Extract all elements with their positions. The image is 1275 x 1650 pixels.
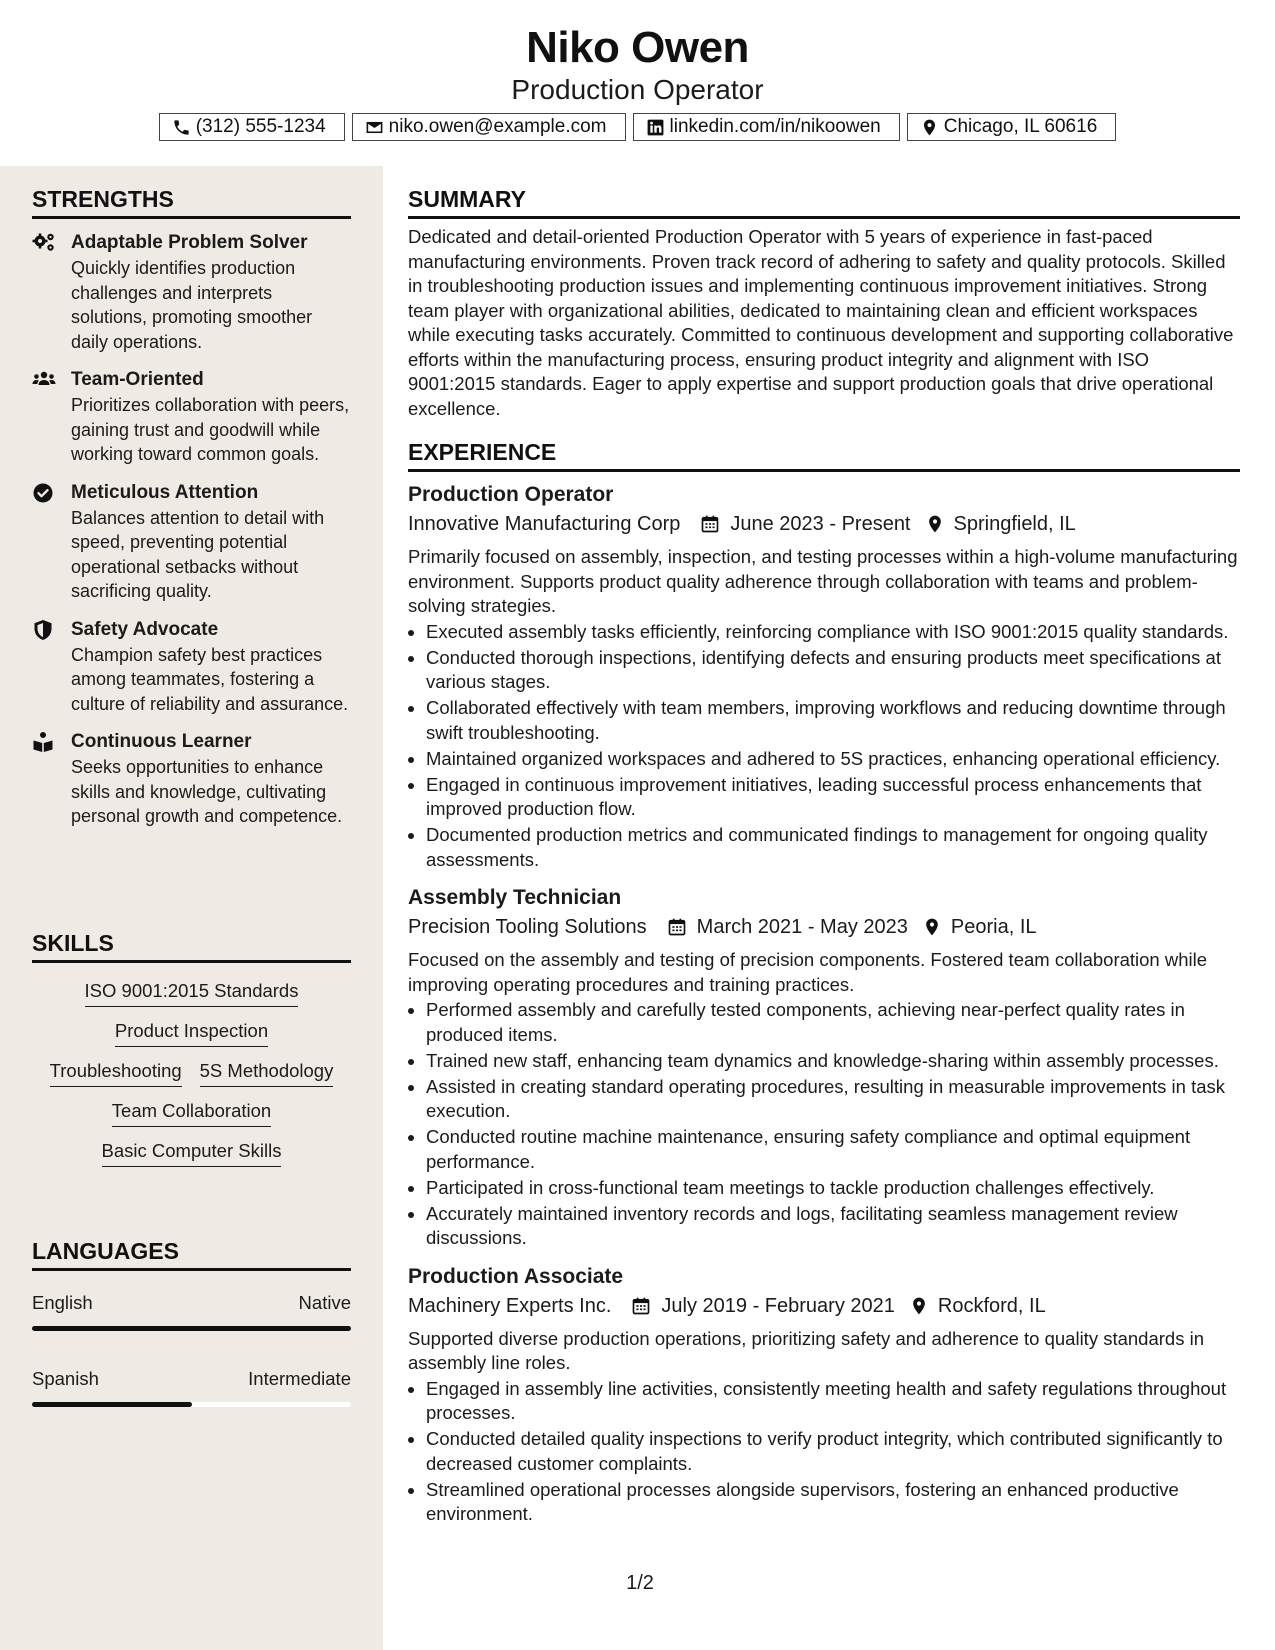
calendar-icon [700,514,720,534]
list-item: • Accurately maintained inventory records and logs, facilitating seamless management review discussions. [426,1202,1240,1251]
map-pin-icon [922,917,942,937]
strength-item [32,230,351,354]
strengths-heading: STRENGTHS [32,184,351,219]
calendar-icon [631,1296,651,1316]
summary-text: Dedicated and detail-oriented Production Operator with 5 years of experience in fast-paced manufacturing environments. Proven track record of adhering to safety and quality protocols. Skilled in troubleshooting production issues and implementing continuous improvement initiatives. Strong team player with organizational abilities, dedicated to maintaining clean and efficient workspaces while executing tasks accurately. Committed to continuous development and supporting collaborative efforts within the manufacturing process, ensuring product integrity and alignment with ISO 9001:2015 standards. Eager to apply expertise and support production goals that drive operational excellence. [408,226,1234,419]
check-circle-icon [32,482,56,504]
languages-heading: LANGUAGES [32,1236,351,1271]
strength-item [32,617,351,717]
list-item: • Executed assembly tasks efficiently, reinforcing compliance with ISO 9001:2015 quality standards. [426,620,1240,645]
phone-text: (312) 555-1234 [195,116,326,137]
language-name: English [32,1292,93,1313]
language-proficiency-fill [32,1402,192,1407]
job-dates: March 2021 - May 2023 [696,916,908,938]
list-item: • Streamlined operational processes alongside supervisors, fostering an enhanced productive environment. [426,1478,1240,1527]
languages-section [32,1236,351,1443]
map-pin-icon [925,514,945,534]
candidate-name: Niko Owen [526,23,749,72]
language-name: Spanish [32,1368,99,1389]
strength-title: Adaptable Problem Solver [71,232,308,253]
job-description: Focused on the assembly and testing of precision components. Fostered team collaboration while improving operating procedures and training practices. [408,949,1208,995]
shield-icon [32,619,56,641]
language-level: Native [298,1292,351,1313]
skills-section [32,928,351,1167]
list-item: • Conducted routine machine maintenance, ensuring safety compliance and optimal equipment performance. [426,1125,1240,1174]
skill-tag: Team Collaboration [112,1099,271,1127]
envelope-icon [365,118,384,137]
strength-title: Safety Advocate [71,618,219,640]
summary-section [408,184,1240,421]
gears-icon [32,232,56,254]
strength-desc: Seeks opportunities to enhance skills and knowledge, cultivating personal growth and competence. [71,757,343,826]
job-entry [408,884,1240,1251]
page-number: 1/2 [626,1572,654,1594]
list-item: • Engaged in continuous improvement initiatives, leading successful process enhancements that improved production flow. [426,773,1240,822]
map-pin-icon [909,1296,929,1316]
strengths-list [32,230,351,829]
sidebar [0,166,383,1650]
language-item [32,1367,351,1407]
job-company: Innovative Manufacturing Corp [408,513,681,535]
list-item: • Trained new staff, enhancing team dynamics and knowledge-sharing within assembly processes. [426,1049,1240,1074]
list-item: • Assisted in creating standard operating procedures, resulting in measurable improvements in task execution. [426,1075,1240,1124]
strength-item [32,729,351,829]
summary-heading: SUMMARY [408,184,1240,219]
job-dates: June 2023 - Present [730,513,911,535]
email-text: niko.owen@example.com [388,116,607,137]
list-item: • Conducted thorough inspections, identifying defects and ensuring products meet specifications at various stages. [426,646,1240,695]
strength-title: Meticulous Attention [71,481,259,503]
job-description: Supported diverse production operations, prioritizing safety and adherence to quality standards in assembly line roles. [408,1327,1204,1373]
list-item: • Participated in cross-functional team meetings to tackle production challenges effectively. [426,1176,1240,1201]
skills-list [32,979,351,1167]
linkedin-text: linkedin.com/in/nikoowen [669,116,881,137]
phone-icon [172,118,191,137]
experience-section [408,437,1240,1527]
list-item: • Documented production metrics and communicated findings to management for ongoing quality assessments. [426,823,1240,872]
strength-desc: Prioritizes collaboration with peers, gaining trust and goodwill while working toward common goals. [71,395,350,464]
list-item: • Maintained organized workspaces and adhered to 5S practices, enhancing operational efficiency. [426,747,1240,772]
contact-phone[interactable] [159,113,345,141]
map-pin-icon [920,118,939,137]
job-description: Primarily focused on assembly, inspection, and testing processes within a high-volume manufacturing environment. Supports product quality adherence through collaboration with teams and problem-solving strategies. [408,546,1238,616]
skills-heading: SKILLS [32,928,351,963]
skill-tag: ISO 9001:2015 Standards [85,979,299,1007]
job-meta [408,912,1240,942]
calendar-icon [667,917,687,937]
strength-item [32,367,351,467]
language-proficiency-fill [32,1326,351,1331]
list-item: • Engaged in assembly line activities, consistently meeting health and safety regulations throughout processes. [426,1377,1240,1426]
strength-item [32,480,351,604]
job-title: Assembly Technician [408,886,622,909]
team-icon [32,369,56,391]
language-item [32,1291,351,1331]
job-bullets [408,620,1240,873]
language-proficiency-bar [32,1402,351,1407]
strength-title: Continuous Learner [71,731,252,752]
linkedin-icon [646,118,665,137]
strength-title: Team-Oriented [71,369,204,390]
strength-desc: Champion safety best practices among teammates, fostering a culture of reliability and assurance. [71,644,349,714]
job-bullets [408,1377,1240,1527]
job-title: Production Operator [408,483,614,506]
learner-icon [32,731,56,753]
strength-desc: Quickly identifies production challenges and interprets solutions, promoting smoother daily operations. [71,258,313,352]
main-content [408,166,1240,1528]
job-bullets [408,998,1240,1251]
skill-tag: Troubleshooting [50,1059,182,1087]
list-item: • Collaborated effectively with team members, improving workflows and reducing downtime through swift troubleshooting. [426,696,1240,745]
contact-location[interactable] [907,113,1117,141]
job-entry [408,481,1240,872]
job-location: Rockford, IL [937,1294,1046,1317]
job-company: Precision Tooling Solutions [408,916,647,938]
languages-list [32,1291,351,1407]
job-location: Springfield, IL [953,513,1076,535]
job-entry [408,1263,1240,1527]
skill-tag: Basic Computer Skills [102,1139,282,1167]
location-text: Chicago, IL 60616 [943,116,1098,137]
experience-heading: EXPERIENCE [408,437,1240,472]
job-meta [408,1291,1240,1321]
skill-tag: Product Inspection [115,1019,268,1047]
skill-tag: 5S Methodology [200,1059,334,1087]
job-meta [408,509,1240,539]
resume-header [0,0,1275,166]
job-company: Machinery Experts Inc. [408,1294,612,1317]
job-location: Peoria, IL [950,916,1037,938]
list-item: • Conducted detailed quality inspections to verify product integrity, which contributed significantly to decreased customer complaints. [426,1427,1240,1476]
strength-desc: Balances attention to detail with speed, preventing potential operational setbacks without sacrificing quality. [71,507,325,601]
contact-linkedin[interactable] [633,113,900,141]
contact-row [0,113,1275,141]
language-proficiency-bar [32,1326,351,1331]
list-item: • Performed assembly and carefully tested components, achieving near-perfect quality rates in produced items. [426,998,1240,1047]
job-dates: July 2019 - February 2021 [661,1294,895,1317]
language-level: Intermediate [248,1368,351,1389]
job-title: Production Associate [408,1264,624,1288]
candidate-title: Production Operator [511,74,764,105]
contact-email[interactable] [352,113,626,141]
strengths-section [32,184,351,842]
